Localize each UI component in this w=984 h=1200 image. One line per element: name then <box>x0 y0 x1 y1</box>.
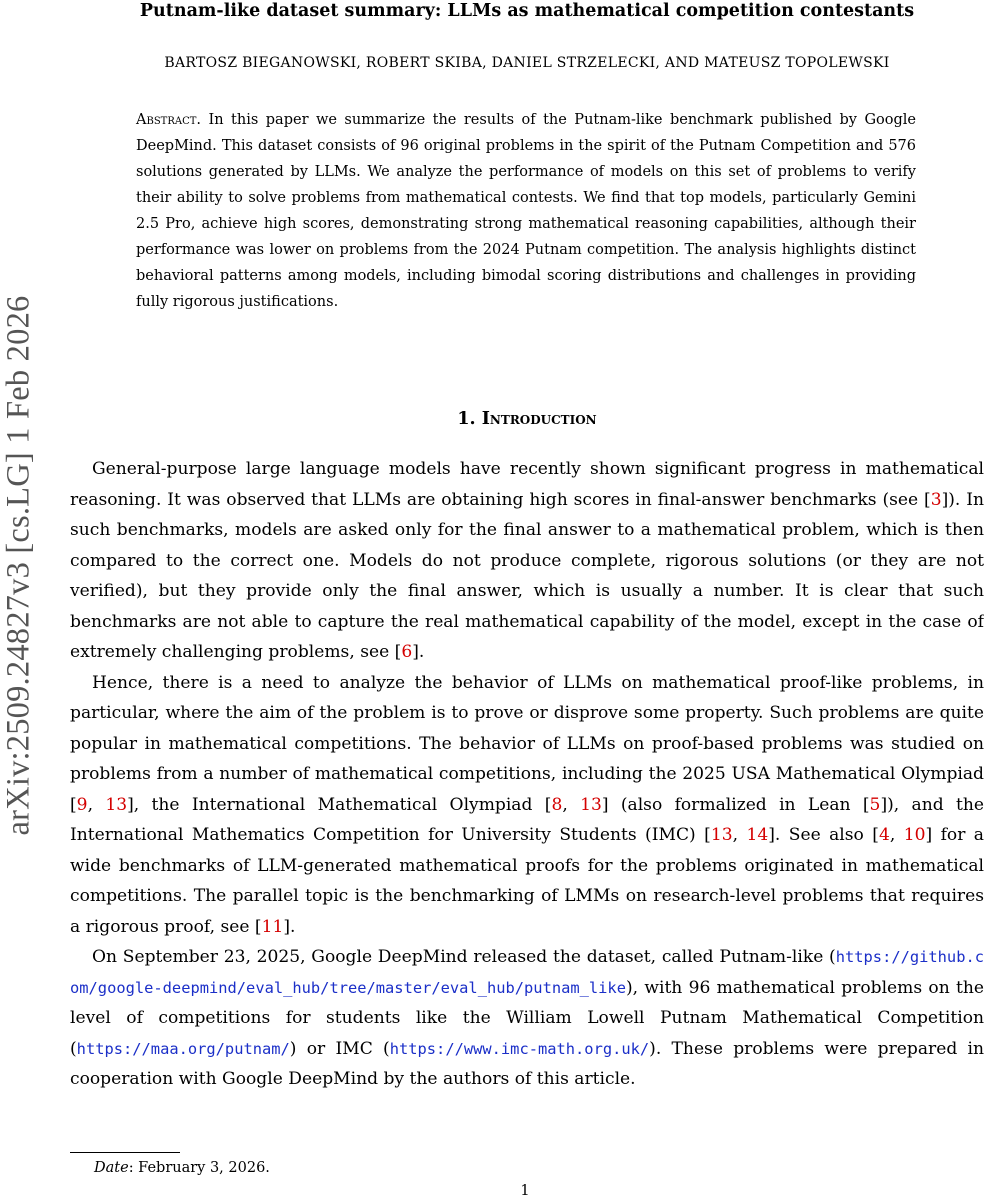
citation-link[interactable]: 13 <box>105 794 128 815</box>
text-run: ). These problems were prepared in cooperation with Google DeepMind by the authors of this article. <box>70 1038 984 1089</box>
introduction-body <box>70 454 984 1095</box>
citation-link[interactable]: 5 <box>869 794 881 815</box>
citation-link[interactable]: 10 <box>903 825 926 845</box>
github-url-link[interactable]: https://github.com/google-deepmind/eval_hub/tree/master/eval_hub/putnam_like <box>70 948 984 997</box>
text-run: Hence, there is a need to analyze the behavior of LLMs on mathematical proof-like problems, in particular, where the aim of the problem is to prove or disprove some property. Such problems are quite popular in mathematical competitions. The behavior of LLMs on proof-based problems was studied on problems from a number of mathematical competitions, including the 2025 USA Mathematical Olympiad [ <box>70 672 984 815</box>
text-run: ]), and the International Mathematics Competition for University Students (IMC) [ <box>70 794 984 845</box>
section-number: 1. <box>457 409 476 429</box>
section-heading <box>70 409 984 429</box>
footnote-text: : February 3, 2026. <box>128 1160 270 1176</box>
date-footnote <box>94 1160 270 1176</box>
page-number: 1 <box>520 1183 530 1199</box>
imc-url-link[interactable]: https://www.imc-math.org.uk/ <box>389 1039 650 1058</box>
citation-link[interactable]: 11 <box>261 916 284 937</box>
text-run: ) or IMC ( <box>289 1038 390 1059</box>
paragraph-1 <box>70 454 984 668</box>
text-run: ]. <box>412 642 425 662</box>
footnote-divider <box>70 1152 180 1153</box>
abstract <box>136 107 916 315</box>
maa-url-link[interactable]: https://maa.org/putnam/ <box>76 1039 290 1058</box>
abstract-text: In this paper we summarize the results of the Putnam-like benchmark published by Google DeepMind. This dataset consists of 96 original problems in the spirit of the Putnam Competition and 576 solutions generated by LLMs. We analyze the performance of models on this set of problems to verify their ability to solve problems from mathematical contests. We find that top models, particularly Gemini 2.5 Pro, achieve high scores, demonstrating strong mathematical reasoning capabilities, although their performance was lower on problems from the 2024 Putnam competition. The analysis highlights distinct behavioral patterns among models, including bimodal scoring distributions and challenges in providing fully rigorous justifications. <box>136 112 917 310</box>
paragraph-3 <box>70 942 984 1095</box>
text-run: ] (also formalized in Lean [ <box>601 794 870 815</box>
arxiv-sidebar <box>2 250 36 880</box>
citation-link[interactable]: 14 <box>746 825 769 845</box>
citation-link[interactable]: 8 <box>551 794 563 815</box>
citation-link[interactable]: 6 <box>401 642 413 662</box>
section-title: Introduction <box>481 409 597 429</box>
abstract-label: Abstract. <box>136 112 202 128</box>
text-run: ]. See also [ <box>768 825 879 845</box>
text-run: ]. <box>283 916 296 937</box>
text-run: , <box>889 825 904 845</box>
citation-link[interactable]: 13 <box>710 825 733 845</box>
text-run: , <box>732 825 747 845</box>
paper-title: Putnam-like dataset summary: LLMs as mathematical competition contestants <box>139 1 915 21</box>
footnote-label: Date <box>94 1160 129 1176</box>
citation-link[interactable]: 13 <box>580 794 602 815</box>
text-run: , <box>87 794 106 815</box>
citation-link[interactable]: 9 <box>76 794 88 815</box>
text-run: General-purpose large language models have recently shown significant progress in mathematical reasoning. It was observed that LLMs are obtaining high scores in final-answer benchmarks (see [ <box>70 459 984 510</box>
paragraph-2 <box>70 668 984 943</box>
text-run: ], the International Mathematical Olympiad [ <box>127 794 552 815</box>
citation-link[interactable]: 3 <box>930 489 942 510</box>
arxiv-identifier: arXiv:2509.24827v3 [cs.LG] 1 Feb 2026 <box>0 295 37 835</box>
text-run: , <box>562 794 581 815</box>
text-run: ), with 96 mathematical problems on the level of competitions for students like the William Lowell Putnam Mathematical Competition ( <box>70 977 984 1059</box>
text-run: On September 23, 2025, Google DeepMind released the dataset, called Putnam-like ( <box>92 947 836 967</box>
text-run: ] for a wide benchmarks of LLM-generated mathematical proofs for the problems originated in mathematical competitions. The parallel topic is the benchmarking of LMMs on research-level problems that requires a rigorous proof, see [ <box>70 825 984 937</box>
text-run: ]). In such benchmarks, models are asked only for the final answer to a mathematical problem, which is then compared to the correct one. Models do not produce complete, rigorous solutions (or they are not verified), but they provide only the final answer, which is usually a number. It is clear that such benchmarks are not able to capture the real mathematical capability of the model, except in the case of extremely challenging problems, see [ <box>70 489 984 662</box>
citation-link[interactable]: 4 <box>878 825 890 845</box>
author-list: BARTOSZ BIEGANOWSKI, ROBERT SKIBA, DANIEL STRZELECKI, AND MATEUSZ TOPOLEWSKI <box>164 55 890 71</box>
